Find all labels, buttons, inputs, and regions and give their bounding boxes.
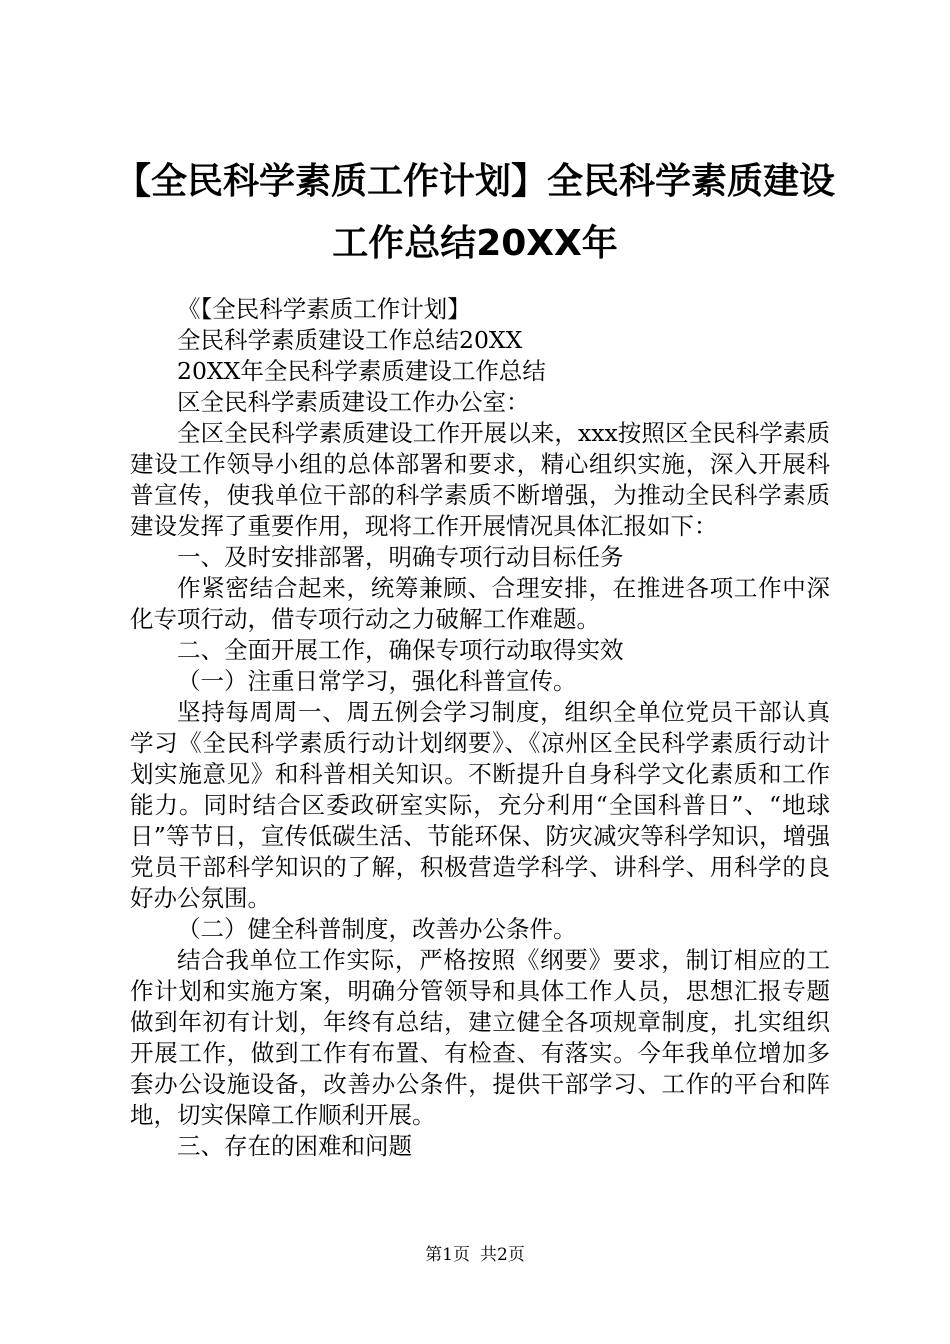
page-total: 共2页	[480, 1245, 525, 1265]
subheading-1: （一）注重日常学习，强化科普宣传。	[177, 667, 577, 695]
heading-section-3: 三、存在的困难和问题	[177, 1132, 412, 1160]
subheading-2: （二）健全科普制度，改善办公条件。	[177, 915, 577, 943]
paragraph-8: 结合我单位工作实际，严格按照《纲要》要求，制订相应的工作计划和实施方案，明确分管领导和具体工作人员，思想汇报专题做到年初有计划，年终有总结，建立健全各项规章制度，扎实组织开展工作，做到工作有布置、有检查、有落实。今年我单位增加多套办公设施设备，改善办公条件，提供干部学习、工作的平台和阵地，切实保障工作顺利开展。	[130, 946, 830, 1129]
paragraph-4: 区全民科学素质建设工作办公室：	[177, 388, 530, 416]
paragraph-2: 全民科学素质建设工作总结20XX	[177, 326, 523, 354]
paragraph-1: 《【全民科学素质工作计划】	[177, 295, 471, 323]
paragraph-5: 全区全民科学素质建设工作开展以来，xxx按照区全民科学素质建设工作领导小组的总体部署和要求，精心组织实施，深入开展科普宣传，使我单位干部的科学素质不断增强，为推动全民科学素质建设发挥了重要作用，现将工作开展情况具体汇报如下：	[130, 419, 830, 540]
document-body	[130, 294, 830, 1162]
paragraph-6: 作紧密结合起来，统筹兼顾、合理安排，在推进各项工作中深化专项行动，借专项行动之力破解工作难题。	[130, 574, 830, 633]
paragraph-3: 20XX年全民科学素质建设工作总结	[177, 357, 546, 385]
heading-section-1: 一、及时安排部署，明确专项行动目标任务	[177, 543, 624, 571]
document-title-line-1: 【全民科学素质工作计划】全民科学素质建设	[114, 161, 835, 202]
document-title-line-2: 工作总结20XX年	[332, 223, 618, 264]
heading-section-2: 二、全面开展工作，确保专项行动取得实效	[177, 636, 624, 664]
paragraph-7: 坚持每周周一、周五例会学习制度，组织全单位党员干部认真学习《全民科学素质行动计划纲要》、《凉州区全民科学素质行动计划实施意见》和科普相关知识。不断提升自身科学文化素质和工作能力。同时结合区委政研室实际，充分利用“全国科普日”、“地球日”等节日，宣传低碳生活、节能环保、防灾减灾等科学知识，增强党员干部科学知识的了解，积极营造学科学、讲科学、用科学的良好办公氛围。	[130, 698, 830, 912]
page-footer	[0, 1244, 950, 1266]
page-number: 第1页	[425, 1245, 470, 1265]
